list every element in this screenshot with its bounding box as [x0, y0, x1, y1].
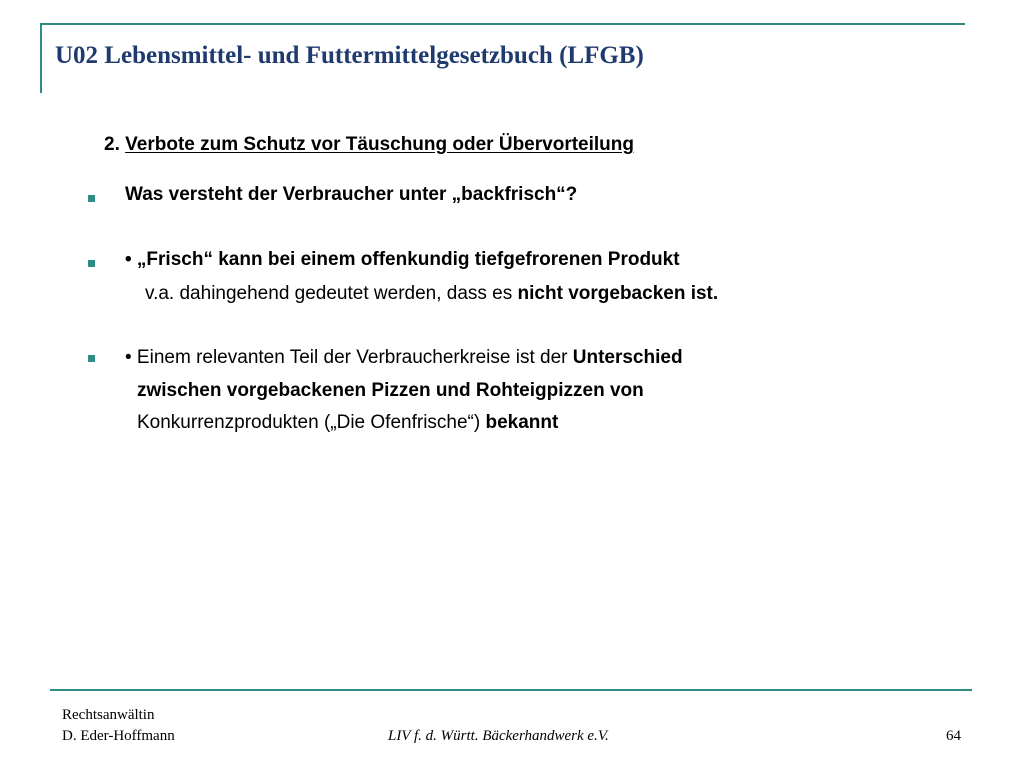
bullet-2-line-2: [145, 282, 718, 306]
footer-author-title: Rechtsanwältin: [62, 707, 155, 723]
bottom-rule: [50, 689, 972, 691]
bullet-2-line-1: [125, 248, 680, 272]
bullet-marker: [88, 355, 95, 362]
footer-organization: LIV f. d. Württ. Bäckerhandwerk e.V.: [388, 728, 609, 744]
text-run: v.a. dahingehend gedeutet werden, dass es: [145, 283, 518, 304]
page-number: 64: [946, 728, 961, 744]
bullet-3-line-2: [137, 379, 644, 403]
footer-author-name: D. Eder-Hoffmann: [62, 728, 175, 744]
text-run: nicht vorgebacken ist.: [517, 283, 719, 304]
bullet-3-line-1: [125, 346, 683, 370]
section-number: 2.: [104, 134, 120, 155]
slide-title: U02 Lebensmittel- und Futtermittelgesetzbuch (LFGB): [55, 42, 644, 69]
bullet-marker: [88, 195, 95, 202]
top-rule: [40, 23, 965, 25]
bullet-1-line-1: [125, 183, 577, 207]
bullet-marker: [88, 260, 95, 267]
text-run: • „Frisch“ kann bei einem offenkundig tiefgefrorenen Produkt: [125, 249, 680, 270]
text-run: Was versteht der Verbraucher unter „backfrisch“?: [125, 184, 578, 205]
section-title: Verbote zum Schutz vor Täuschung oder Übervorteilung: [125, 134, 634, 155]
section-heading: [104, 134, 634, 156]
bullet-3-line-3: [137, 411, 558, 435]
left-rule: [40, 23, 42, 93]
text-run: • Einem relevanten Teil der Verbraucherkreise ist der: [125, 347, 573, 368]
text-run: Konkurrenzprodukten („Die Ofenfrische“): [137, 412, 486, 433]
text-run: zwischen vorgebackenen Pizzen und Rohteigpizzen von: [137, 380, 644, 401]
text-run: bekannt: [485, 412, 559, 433]
text-run: Unterschied: [572, 347, 683, 368]
